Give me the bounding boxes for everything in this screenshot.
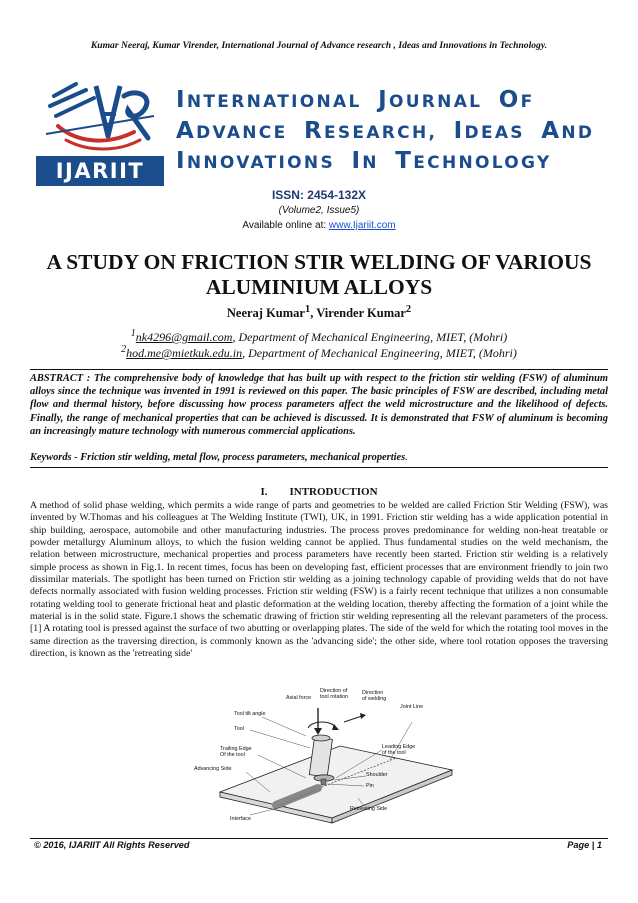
label-leading-edge-1: Leading Edge: [382, 744, 416, 750]
logo-brand-text: IJARIIT: [55, 159, 145, 183]
abstract-bottom-rule: [30, 467, 608, 468]
fsw-schematic-figure: [190, 684, 460, 824]
affiliation-1: $^1$nk4296@gmail.com, Department of Mechanical Engineering, MIET, (Mohri): [130, 328, 508, 344]
author-1-email-link[interactable]: nk4296@gmail.com: [135, 330, 233, 344]
available-online: Available online at: www.Ijariit.com: [242, 220, 396, 231]
label-advancing-side: Advancing Side: [194, 766, 232, 772]
author-2-email-link[interactable]: hod.me@mietkuk.edu.in: [126, 346, 243, 360]
section-heading: I. INTRODUCTION: [260, 486, 378, 498]
label-tool-tilt-angle: Tool tilt angle: [234, 711, 266, 717]
journal-name-block: [176, 86, 594, 178]
paper-title: A STUDY ON FRICTION STIR WELDING OF VARIOUS ALUMINIUM ALLOYS: [46, 250, 592, 299]
issn: ISSN: 2454-132X: [271, 188, 367, 202]
affiliation-2: $^2$hod.me@mietkuk.edu.in, Department of Mechanical Engineering, MIET, (Mohri): [121, 344, 517, 360]
footer-page-number: Page | 1: [567, 840, 602, 850]
author-2: Virender Kumar: [316, 306, 406, 321]
label-axial-force: Axial force: [286, 695, 312, 701]
author-1: Neeraj Kumar: [226, 306, 305, 321]
abstract-top-rule: [30, 369, 608, 370]
journal-logo: [36, 76, 164, 186]
journal-name-line-1: INTERNATIONAL JOURNAL OF: [176, 87, 535, 113]
label-direction-welding-1: Direction: [362, 690, 384, 696]
journal-name-line-2: ADVANCE RESEARCH, IDEAS AND: [176, 117, 595, 144]
label-retreating-side: Retreating Side: [350, 806, 388, 812]
introduction-body: A method of solid phase welding, which permits a wide range of parts and geometries to be welded are called Friction Stir Welding (FSW), was invented by W.Thomas and his colleagues at The Welding Institute (TWI), UK, in 1991. Friction stir welding has a wide application potential in ship building, aerospace, automobile and other manufacturing industries. The process proves predominance for welding non-heat treatable or powder metallurgy Aluminum alloys, to which the fusion welding cannot be applied. Thus fundamental studies on the weld mechanism, the relation between microstructure, mechanical properties and process parameters have recently been started. Friction stir welding is a relatively simple process as shown in Fig.1. In recent times, focus has been on developing fast, efficient processes that are environment friendly to join two dissimilar materials. The spotlight has been turned on Friction stir welding as a joining technology capable of providing welds that do not have defects normally associated with fusion welding processes. Friction stir welding (FSW) is a fairly recent technique that utilizes a non consumable rotating welding tool to generate frictional heat and plastic deformation at the welding location, thereby affecting the formation of a joint while the material is in the solid state. Figure.1 shows the schematic drawing of friction stir welding representing all the relevant parameters of the process. [1] A rotating tool is pressed against the surface of two abutting or overlapping plates. The side of the weld for which the rotating tool moves in the same direction as the traversing direction, is commonly known as the 'advancing side'; the other side, where tool rotation opposes the traversing direction, is known as the 'retreating side': [30, 500, 608, 660]
footer-rule: [30, 838, 608, 839]
keywords: Keywords - Friction stir welding, metal flow, process parameters, mechanical properties.: [30, 452, 408, 463]
label-interface: Interface: [230, 816, 251, 822]
abstract: ABSTRACT : The comprehensive body of knowledge that has built up with respect to the friction stir welding (FSW) of aluminum alloys since the technique was invented in 1991 is reviewed on this paper. The basic principles of FSW are described, including metal flow and thermal history, before discussing how process parameters affect the weld microstructure and the likelihood of defects. Finally, the range of mechanical properties that can be achieved is discussed. It is demonstrated that FSW of aluminum is becoming an increasingly mature technology with numerous commercial applications.: [30, 373, 608, 437]
label-tool: Tool: [234, 726, 244, 732]
author-list: Neeraj Kumar$^1$, Virender Kumar$^2$: [226, 304, 412, 321]
volume-issue: (Volume2, Issue5): [278, 205, 360, 216]
label-pin: Pin: [366, 783, 374, 789]
label-direction-rotation-2: tool rotation: [320, 694, 349, 700]
label-direction-rotation-1: Direction of: [320, 688, 348, 694]
journal-website-link[interactable]: www.Ijariit.com: [328, 220, 396, 231]
journal-name-line-3: INNOVATIONS IN TECHNOLOGY: [176, 148, 552, 174]
label-trailing-edge-2: Of the tool: [220, 752, 245, 758]
footer-copyright: © 2016, IJARIIT All Rights Reserved: [34, 840, 190, 850]
label-direction-welding-2: of welding: [362, 696, 387, 702]
label-shoulder: Shoulder: [366, 772, 388, 778]
label-trailing-edge-1: Trailing Edge: [220, 746, 252, 752]
label-joint-line: Joint Line: [400, 704, 424, 710]
label-leading-edge-2: of the tool: [382, 750, 406, 756]
running-head: Kumar Neeraj, Kumar Virender, International Journal of Advance research , Ideas and Innovations in Technology.: [90, 40, 548, 51]
